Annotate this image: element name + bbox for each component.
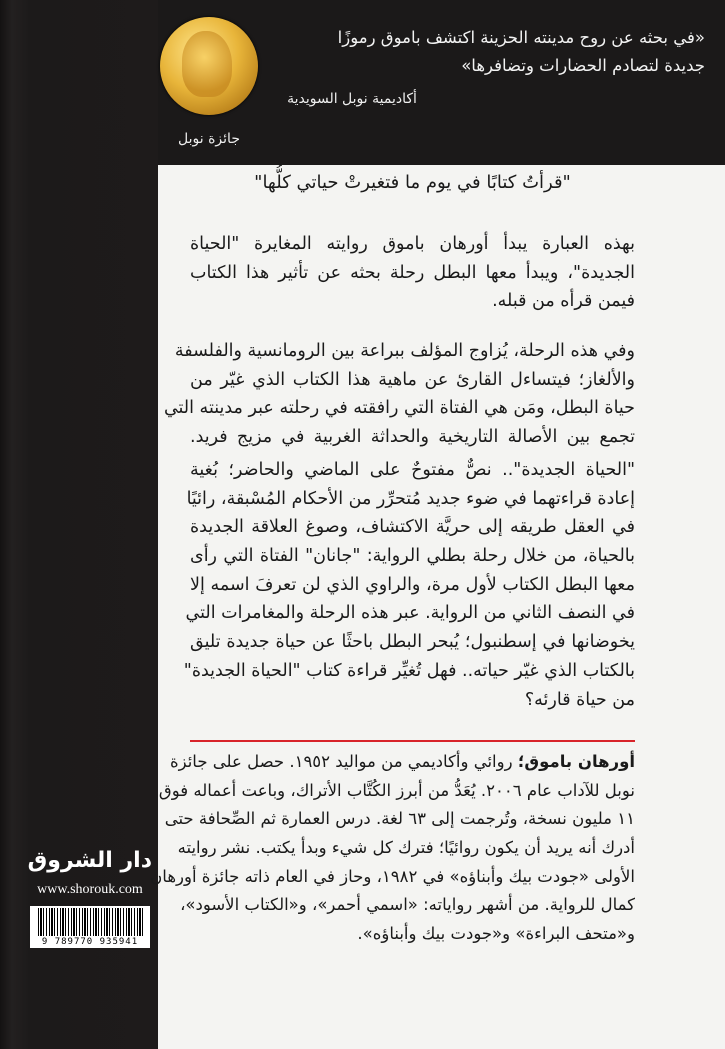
text-line: حياة البطل، ومَن هي الفتاة التي رافقته في رحلته عبر مدينته التي [163,398,635,419]
text-line: تجمع بين الأصالة التاريخية والحداثة الغربية في مزيج فريد. [190,427,635,448]
nobel-quote-line: جديدة لتصادم الحضارات وتضافرها» [461,56,705,75]
medal-caption: جائزة نوبل [178,131,240,147]
text-line: نوبل للآداب عام ٢٠٠٦. يُعَدُّ من أبرز الكُتَّاب الأتراك، وباعت أعماله فوق [158,780,635,800]
paragraph-2 [163,337,635,452]
publisher-logo: دار الشروق [27,848,152,873]
text-line: الأولى «جودت بيك وأبناؤه» في ١٩٨٢، وحاز في العام ذاته جائزة أورهان [150,866,635,886]
nobel-medal-icon [160,17,258,115]
nobel-quote-attribution: أكاديمية نوبل السويدية [287,91,417,107]
text-line: فيمن قرأه من قبله. [492,291,635,312]
red-divider [190,740,635,742]
text-line: من حياة قارئه؟ [524,689,635,710]
text-line: ١١ مليون نسخة، وتُرجمت إلى ٦٣ لغة. درس العمارة ثم الصِّحافة حتى [164,809,635,829]
text-line: والألغاز؛ فيتساءل القارئ عن ماهية هذا الكتاب الذي غيّر من [190,369,635,390]
text-line: بالحياة، من خلال رحلة بطلي الرواية: "جانان" الفتاة التي رأى [190,546,635,567]
barcode-bars [38,908,144,936]
author-name: أورهان باموق؛ [517,752,635,771]
text-line: أدرك أنه يريد أن يكون روائيًا؛ فترك كل شيء وبدأ يكتب. نشر روايته [177,838,635,858]
nobel-quote [285,24,705,80]
text-line: و«متحف البراءة» و«جودت بيك وأبناؤه». [357,924,635,944]
opening-quote: "قرأتُ كتابًا في يوم ما فتغيرتْ حياتي كلُّها" [254,172,571,193]
text-line: بالكتاب الذي غيّر حياته.. فهل تُغيِّر قراءة كتاب "الحياة الجديدة" [183,660,635,681]
text-line: إعادة قراءتهما في ضوء جديد مُتحرِّر من الأحكام المُسْبقة، رائيًا [186,488,635,509]
text-line: بهذه العبارة يبدأ أورهان باموق روايته المغايرة "الحياة [190,234,635,254]
nobel-quote-line: «في بحثه عن روح مدينته الحزينة اكتشف باموق رموزًا [337,28,705,47]
paragraph-1 [190,230,635,316]
text-line [169,748,635,777]
text-line: كمال للرواية. من أشهر رواياته: «اسمي أحمر»، و«الكتاب الأسود»، [180,895,635,915]
author-bio [150,748,635,949]
text-line: "الحياة الجديدة".. نصٌّ مفتوحٌ على الماضي والحاضر؛ بُغية [190,460,635,480]
text-line: الجديدة"، ويبدأ معها البطل رحلة بحثه عن تأثير هذا الكتاب [190,262,635,283]
text-line: معها البطل الكتاب لأول مرة، والراوي الذي لن تعرفَ اسمه إلا [190,574,635,595]
text-line: في العقل طريقه إلى حريَّة الاكتشاف، وصوغ العلاقة الجديدة [190,517,635,538]
isbn-barcode [30,906,150,948]
publisher-url: www.shorouk.com [37,882,143,897]
paragraph-3 [183,456,635,714]
text-line: في النصف الثاني من الرواية. عبر هذه الرحلة والمغامرات التي [185,603,635,624]
isbn-number: 9 789770 935941 [30,936,150,948]
bio-text: روائي وأكاديمي من مواليد ١٩٥٢. حصل على جائزة [169,752,518,771]
text-line: يخوضانها في إسطنبول؛ يُبحر البطل باحثًا عن حياة جديدة تليق [190,632,635,653]
text-line: وفي هذه الرحلة، يُزاوج المؤلف ببراعة بين الرومانسية والفلسفة [174,341,635,361]
